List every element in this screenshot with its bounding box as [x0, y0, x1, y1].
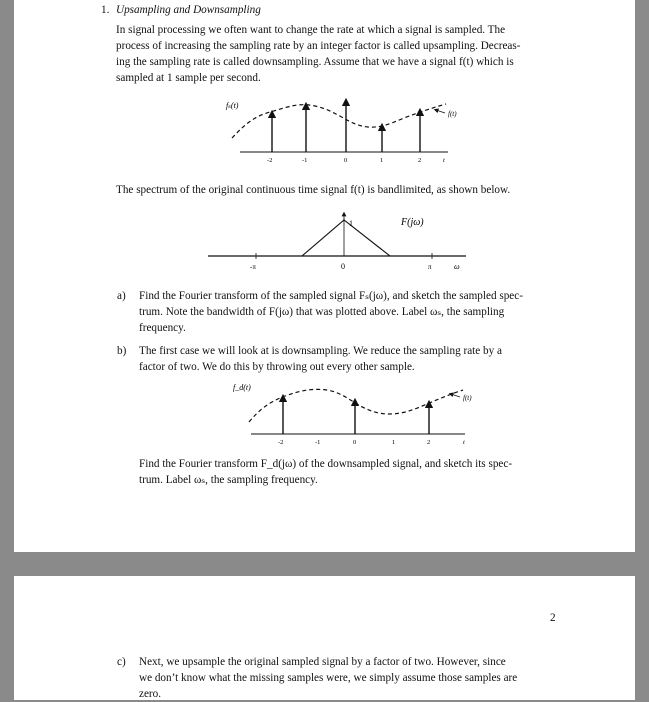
part-c-line: we don’t know what the missing samples were, we simply assume those samples are	[139, 672, 518, 684]
tick-label: 1	[380, 157, 384, 164]
intro-line: In signal processing we often want to change the rate at which a signal is sampled. The	[116, 24, 506, 36]
sampled-signal-figure	[210, 94, 470, 170]
part-c-line: Next, we upsample the original sampled signal by a factor of two. However, since	[139, 656, 506, 668]
dashed-curve-f	[232, 104, 446, 138]
part-b-after-line: trum. Label ωₛ, the sampling frequency.	[139, 474, 318, 486]
part-c-marker: c)	[117, 656, 126, 668]
signal-label: f_d(t)	[233, 383, 251, 392]
triangle-spectrum	[302, 220, 390, 256]
part-a-line: trum. Note the bandwidth of F(jω) that was plotted above. Label ωₛ, the sampling	[139, 306, 505, 318]
tick-label: π	[428, 263, 432, 271]
axis-label: t	[443, 157, 445, 164]
tick-label: -1	[302, 157, 308, 164]
tick-label: -π	[250, 263, 256, 271]
tick-label: 0	[353, 439, 357, 446]
spectrum-figure	[204, 208, 474, 274]
spectrum-label: F(jω)	[401, 217, 424, 228]
part-c-line: zero.	[139, 688, 162, 700]
part-b-line: The first case we will look at is downsampling. We reduce the sampling rate by a	[139, 345, 503, 357]
tick-label: 2	[427, 439, 431, 446]
intro-line: process of increasing the sampling rate by an integer factor is called upsampling. Decreas-	[116, 40, 521, 52]
dashed-curve-f	[249, 389, 463, 422]
part-a-line: Find the Fourier transform of the sampled signal Fₛ(jω), and sketch the sampled spec-	[139, 290, 523, 302]
document-page-1	[14, 0, 635, 552]
document-page-2	[14, 576, 635, 700]
part-b-marker: b)	[117, 345, 127, 357]
intro-line: ing the sampling rate is called downsampling. Assume that we have a signal f(t) which is	[116, 56, 514, 68]
problem-number: 1.	[101, 4, 110, 16]
signal-label: fₛ(t)	[226, 101, 239, 110]
tick-label: 0	[344, 157, 348, 164]
page-number: 2	[550, 612, 556, 624]
curve-label: f(t)	[463, 394, 472, 402]
intro-line: sampled at 1 sample per second.	[116, 72, 261, 84]
problem-title: Upsampling and Downsampling	[116, 4, 261, 16]
part-b-line: factor of two. We do this by throwing out every other sample.	[139, 361, 415, 373]
tick-label: 2	[418, 157, 422, 164]
part-a-line: frequency.	[139, 322, 186, 334]
spectrum-caption: The spectrum of the original continuous time signal f(t) is bandlimited, as shown below.	[116, 184, 511, 196]
tick-label: -2	[278, 439, 284, 446]
peak-label: 1	[349, 219, 353, 228]
part-a-marker: a)	[117, 290, 126, 302]
tick-label: -2	[267, 157, 273, 164]
curve-label-pointer	[436, 110, 445, 113]
tick-label: 1	[392, 439, 396, 446]
tick-label: 0	[341, 262, 345, 271]
curve-label-pointer	[451, 394, 460, 397]
axis-label: ω	[454, 262, 460, 271]
downsampled-signal-figure	[227, 376, 477, 452]
axis-label: t	[463, 439, 465, 446]
tick-label: -1	[315, 439, 321, 446]
curve-label: f(t)	[448, 110, 457, 118]
part-b-after-line: Find the Fourier transform F_d(jω) of the downsampled signal, and sketch its spec-	[139, 458, 513, 470]
